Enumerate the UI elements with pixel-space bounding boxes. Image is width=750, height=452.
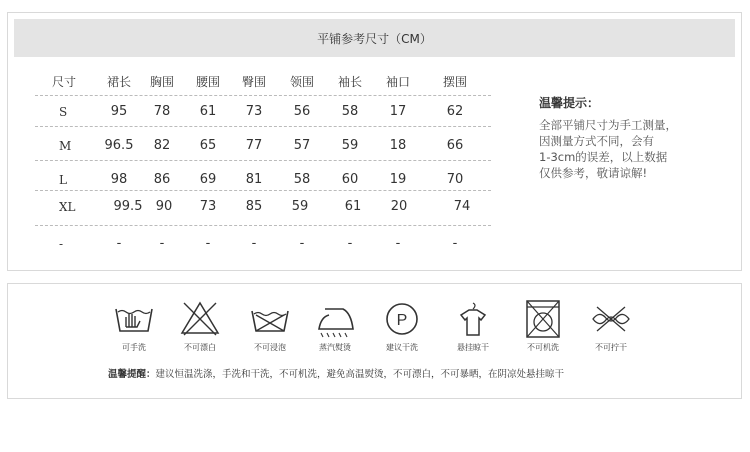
value-cell: 77: [245, 138, 263, 153]
value-cell: 58: [293, 172, 311, 187]
value-cell: 96.5: [104, 138, 134, 153]
size-chart-title: 平铺参考尺寸（CM）: [14, 19, 735, 57]
value-cell: 81: [245, 172, 263, 187]
row-divider: [35, 225, 491, 226]
value-cell: 90: [155, 199, 173, 214]
value-cell: 60: [341, 172, 359, 187]
no-machine-wash-icon: [521, 299, 565, 339]
value-cell: -: [347, 236, 353, 251]
value-cell: 59: [291, 199, 309, 214]
care-label: 悬挂晾干: [457, 343, 489, 352]
no-bleach-icon: [178, 299, 222, 339]
value-cell: 73: [245, 104, 263, 119]
row-divider: [35, 95, 491, 96]
value-cell: 58: [341, 104, 359, 119]
care-label: 蒸汽熨烫: [319, 343, 351, 352]
care-panel: [7, 283, 742, 399]
value-cell: 56: [293, 104, 311, 119]
value-cell: -: [159, 236, 165, 251]
value-cell: 98: [110, 172, 128, 187]
value-cell: 69: [199, 172, 217, 187]
hand-wash-icon: [112, 299, 156, 339]
svg-text:P: P: [396, 312, 408, 329]
value-cell: 73: [199, 199, 217, 214]
header-bust: 胸围: [149, 75, 174, 89]
care-label: 建议干洗: [386, 343, 418, 352]
row-divider: [35, 160, 491, 161]
care-note: [108, 366, 564, 380]
care-note-text: 建议恒温洗涤，手洗和干洗，不可机洗，避免高温熨烫，不可漂白，不可暴晒，在阴凉处悬挂晾干: [155, 369, 565, 380]
care-label: 不可浸泡: [254, 343, 286, 352]
header-hem: 摆围: [442, 75, 467, 89]
tips-line: 仅供参考，敬请谅解!: [539, 166, 648, 180]
value-cell: 86: [153, 172, 171, 187]
value-cell: 95: [110, 104, 128, 119]
tips-box: [539, 94, 709, 181]
no-soak-icon: [248, 299, 292, 339]
value-cell: 19: [389, 172, 407, 187]
size-label: M: [59, 139, 72, 153]
value-cell: -: [395, 236, 401, 251]
header-hip: 臀围: [241, 75, 266, 89]
value-cell: 20: [390, 199, 408, 214]
size-label: -: [59, 237, 64, 251]
value-cell: 65: [199, 138, 217, 153]
value-cell: 70: [446, 172, 464, 187]
tips-line: 全部平铺尺寸为手工测量，: [539, 118, 677, 132]
value-cell: 18: [389, 138, 407, 153]
tips-title: 温馨提示：: [539, 96, 600, 110]
value-cell: 66: [446, 138, 464, 153]
value-cell: -: [205, 236, 211, 251]
care-label: 不可机洗: [527, 343, 559, 352]
value-cell: -: [452, 236, 458, 251]
size-label: S: [59, 105, 68, 119]
value-cell: 57: [293, 138, 311, 153]
header-cuff: 袖口: [385, 75, 410, 89]
size-label: L: [59, 173, 67, 187]
value-cell: 74: [453, 199, 471, 214]
value-cell: 82: [153, 138, 171, 153]
value-cell: -: [116, 236, 122, 251]
value-cell: 85: [245, 199, 263, 214]
row-divider: [35, 190, 491, 191]
value-cell: -: [251, 236, 257, 251]
value-cell: 78: [153, 104, 171, 119]
header-neck: 领围: [289, 75, 314, 89]
care-label: 可手洗: [122, 343, 146, 352]
dry-clean-icon: [380, 299, 424, 339]
care-label: 不可拧干: [595, 343, 627, 352]
value-cell: 61: [199, 104, 217, 119]
care-label: 不可漂白: [184, 343, 216, 352]
value-cell: 59: [341, 138, 359, 153]
row-divider: [35, 126, 491, 127]
value-cell: 17: [389, 104, 407, 119]
tips-line: 因测量方式不同，会有: [539, 134, 654, 148]
value-cell: -: [299, 236, 305, 251]
value-cell: 61: [344, 199, 362, 214]
value-cell: 99.5: [113, 199, 143, 214]
no-wring-icon: [589, 299, 633, 339]
header-sleeve-length: 袖长: [337, 75, 362, 89]
steam-iron-icon: [313, 299, 357, 339]
header-size: 尺寸: [52, 75, 77, 89]
header-waist: 腰围: [195, 75, 220, 89]
size-label: XL: [59, 200, 76, 214]
care-note-label: 温馨提醒：: [108, 369, 156, 380]
value-cell: 62: [446, 104, 464, 119]
tips-line: 1-3cm的误差，以上数据: [539, 150, 668, 164]
hang-dry-icon: [451, 299, 495, 339]
header-length: 裙长: [106, 75, 131, 89]
